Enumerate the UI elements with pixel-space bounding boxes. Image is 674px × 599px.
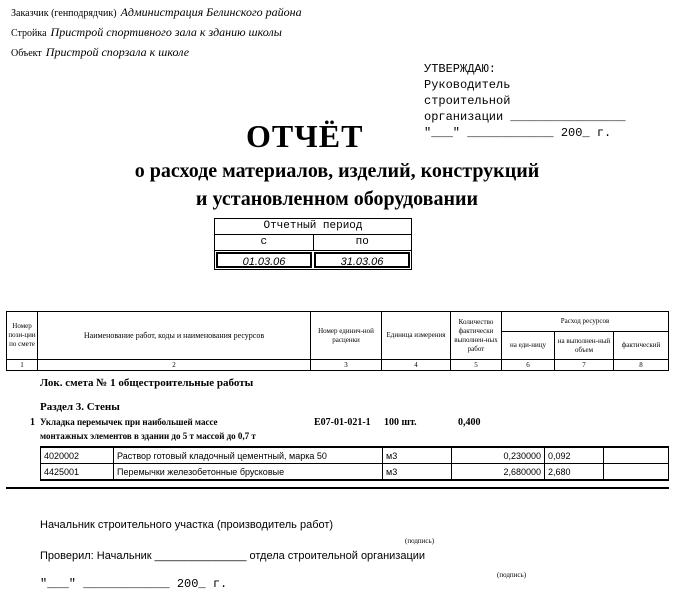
report-table-header xyxy=(6,311,669,371)
item-unit: 100 шт. xyxy=(384,417,417,428)
chief-signature-caption: (подпись) xyxy=(405,537,435,545)
site-label: Стройка xyxy=(11,28,47,39)
period-from-date: 01.03.06 xyxy=(216,252,312,268)
section-title: Раздел 3. Стены xyxy=(40,401,120,413)
site-value: Пристрой спортивного зала к зданию школы xyxy=(50,25,282,39)
col-num-5: 5 xyxy=(451,360,502,371)
object-line xyxy=(11,43,189,61)
resource-per-unit: 2,680000 xyxy=(452,464,545,481)
col-num-6: 6 xyxy=(502,360,555,371)
period-from-label: с xyxy=(260,236,268,248)
col-num-7: 7 xyxy=(555,360,614,371)
approval-line1: УТВЕРЖДАЮ: xyxy=(424,62,497,76)
item-quantity: 0,400 xyxy=(458,417,481,428)
table-row xyxy=(41,464,669,481)
customer-value: Администрация Белинского района xyxy=(120,5,302,19)
resource-total: 0,092 xyxy=(545,447,604,464)
item-number: 1 xyxy=(30,417,35,428)
object-label: Объект xyxy=(11,48,42,59)
resource-unit: м3 xyxy=(383,447,452,464)
period-label: Отчетный период xyxy=(263,220,363,232)
item-name-line2: монтажных элементов в здании до 5 т массой до 0,7 т xyxy=(40,431,256,441)
footer-date-line: "___" ____________ 200_ г. xyxy=(40,577,228,591)
col-position: Номер пози-ции по смете xyxy=(7,312,38,360)
resource-total: 2,680 xyxy=(545,464,604,481)
separator-line xyxy=(6,487,669,489)
col-resources-group: Расход ресурсов xyxy=(502,312,669,332)
customer-label: Заказчик (генподрядчик) xyxy=(11,8,117,19)
resource-actual xyxy=(604,464,669,481)
col-rate: Номер единич-ной расценки xyxy=(311,312,382,360)
item-name-line1: Укладка перемычек при наибольшей массе xyxy=(40,417,218,427)
approval-block xyxy=(424,61,626,141)
chief-signature-line: Начальник строительного участка (производитель работ) xyxy=(40,519,334,531)
resource-code: 4425001 xyxy=(41,464,114,481)
approval-line3: строительной xyxy=(424,94,511,108)
object-value: Пристрой спорзала к школе xyxy=(45,45,190,59)
resource-name: Раствор готовый кладочный цементный, марка 50 xyxy=(114,447,383,464)
table-row xyxy=(41,447,669,464)
resources-table xyxy=(40,446,669,481)
col-volume: на выполнен-ный объем xyxy=(555,332,614,360)
col-quantity: Количество фактически выполнен-ных работ xyxy=(451,312,502,360)
col-num-3: 3 xyxy=(311,360,382,371)
period-to-date: 31.03.06 xyxy=(314,252,410,268)
approval-line4: организации ________________ xyxy=(424,110,626,124)
report-subtitle-1: о расходе материалов, изделий, конструкций xyxy=(134,160,540,182)
col-num-1: 1 xyxy=(7,360,38,371)
approval-line5: "___" ____________ 200_ г. xyxy=(424,126,612,140)
resource-actual xyxy=(604,447,669,464)
col-num-4: 4 xyxy=(382,360,451,371)
resource-code: 4020002 xyxy=(41,447,114,464)
col-name: Наименование работ, коды и наименования ресурсов xyxy=(38,312,311,360)
checked-signature-caption: (подпись) xyxy=(497,571,527,579)
checked-by-line: Проверил: Начальник _______________ отдела строительной организации xyxy=(40,550,426,562)
resource-unit: м3 xyxy=(383,464,452,481)
report-subtitle-2: и установленном оборудовании xyxy=(195,188,479,210)
local-estimate-title: Лок. смета № 1 общестроительные работы xyxy=(40,377,254,389)
site-line xyxy=(11,23,282,41)
col-actual: фактический xyxy=(614,332,669,360)
approval-line2: Руководитель xyxy=(424,78,511,92)
resource-name: Перемычки железобетонные брусковые xyxy=(114,464,383,481)
report-period-box xyxy=(214,218,412,270)
col-num-8: 8 xyxy=(614,360,669,371)
customer-line xyxy=(11,3,302,21)
report-title: ОТЧЁТ xyxy=(246,118,364,154)
col-unit: Единица измерения xyxy=(382,312,451,360)
period-to-label: по xyxy=(313,235,412,250)
item-rate-code: Е07-01-021-1 xyxy=(314,417,371,428)
col-num-2: 2 xyxy=(38,360,311,371)
col-per-unit: на еди-ницу xyxy=(502,332,555,360)
resource-per-unit: 0,230000 xyxy=(452,447,545,464)
